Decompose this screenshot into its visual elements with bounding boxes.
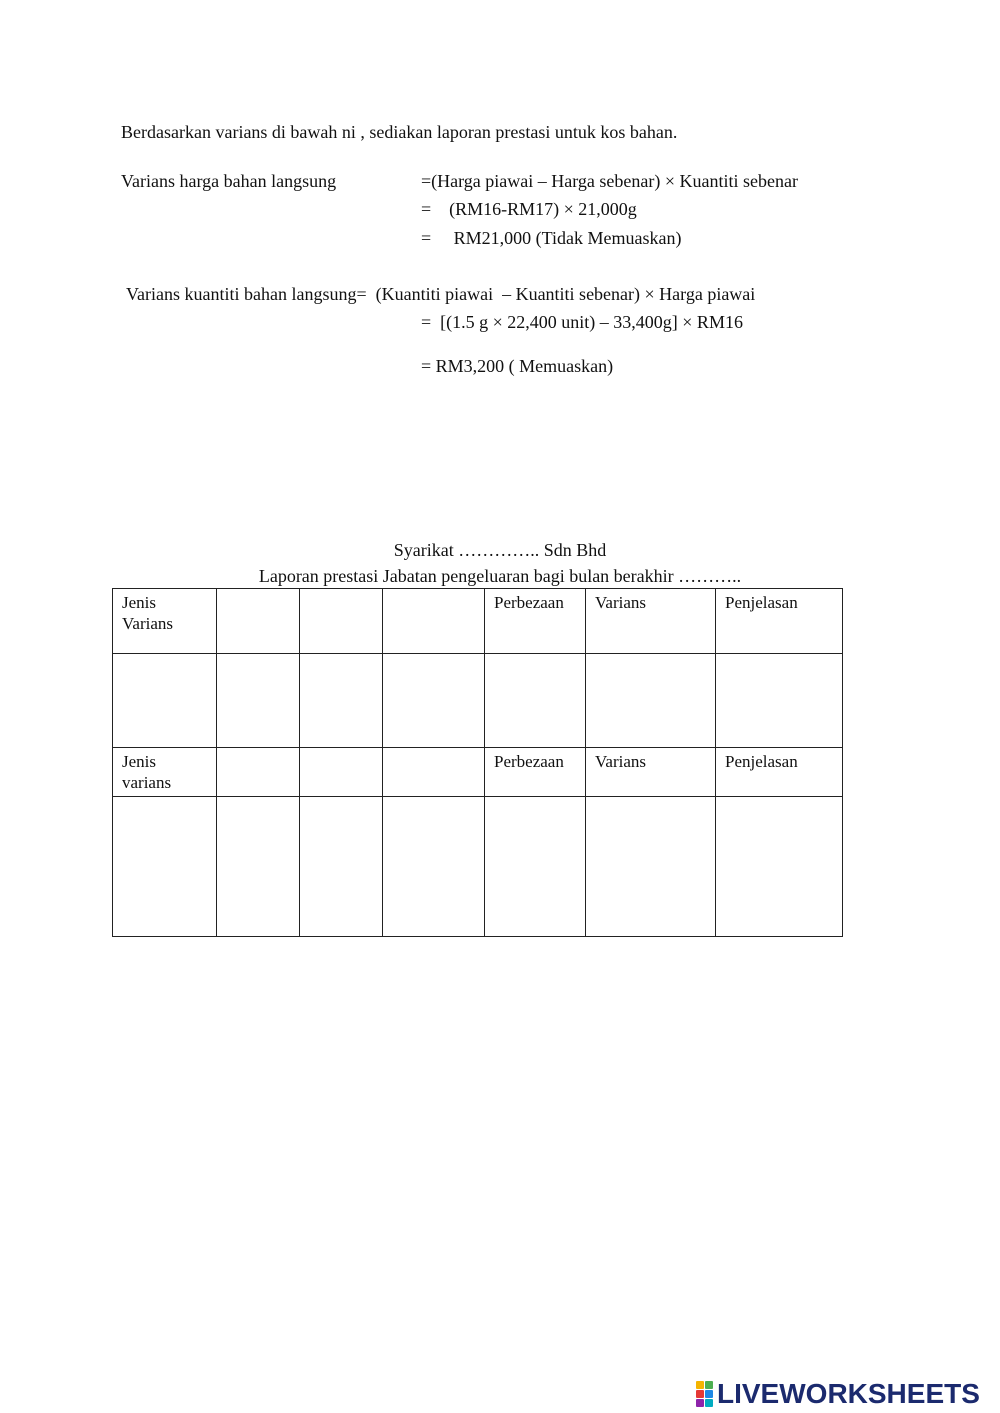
report-company: Syarikat ………….. Sdn Bhd [393,540,607,560]
instruction-text: Berdasarkan varians di bawah ni , sediakan laporan prestasi untuk kos bahan. [121,122,678,142]
logo-tile [705,1399,713,1407]
varians-header: Varians [586,589,716,654]
blank-input-cell[interactable] [383,589,485,654]
jenis-varians-header: Jenis Varians [113,589,217,654]
blank-input-cell[interactable] [217,797,300,937]
penjelasan-header: Penjelasan [716,748,843,797]
price-variance-result: = RM21,000 (Tidak Memuaskan) [421,228,682,248]
performance-report-table [112,588,843,937]
blank-input-cell[interactable] [300,589,383,654]
blank-input-cell[interactable] [300,797,383,937]
quantity-variance-calculation: = [(1.5 g × 22,400 unit) – 33,400g] × RM16 [421,312,743,332]
blank-input-cell[interactable] [586,654,716,748]
table-row [113,654,843,748]
penjelasan-header: Penjelasan [716,589,843,654]
blank-input-cell[interactable] [383,797,485,937]
blank-input-cell[interactable] [113,797,217,937]
blank-input-cell[interactable] [217,589,300,654]
liveworksheets-logo[interactable] [696,1377,980,1411]
price-variance-label: Varians harga bahan langsung [121,171,337,191]
table-header-row [113,748,843,797]
table-row [113,797,843,937]
perbezaan-header: Perbezaan [485,589,586,654]
blank-input-cell[interactable] [383,748,485,797]
perbezaan-header: Perbezaan [485,748,586,797]
logo-tile [696,1381,704,1389]
blank-input-cell[interactable] [217,748,300,797]
blank-input-cell[interactable] [586,797,716,937]
blank-input-cell[interactable] [113,654,217,748]
blank-input-cell[interactable] [716,797,843,937]
blank-input-cell[interactable] [217,654,300,748]
table-header-row [113,589,843,654]
report-subtitle: Laporan prestasi Jabatan pengeluaran bagi bulan berakhir ……….. [258,566,742,586]
blank-input-cell[interactable] [485,654,586,748]
blank-input-cell[interactable] [716,654,843,748]
liveworksheets-logo-icon [696,1381,713,1407]
price-variance-formula: =(Harga piawai – Harga sebenar) × Kuantiti sebenar [421,171,798,191]
logo-tile [696,1390,704,1398]
jenis-varians-header: Jenis varians [113,748,217,797]
blank-input-cell[interactable] [383,654,485,748]
liveworksheets-wordmark: LIVEWORKSHEETS [717,1378,980,1409]
varians-header: Varians [586,748,716,797]
logo-tile [696,1399,704,1407]
price-variance-calculation: = (RM16-RM17) × 21,000g [421,199,637,219]
logo-tile [705,1381,713,1389]
blank-input-cell[interactable] [300,654,383,748]
blank-input-cell[interactable] [300,748,383,797]
blank-input-cell[interactable] [485,797,586,937]
quantity-variance-formula: Varians kuantiti bahan langsung= (Kuantiti piawai – Kuantiti sebenar) × Harga piawai [126,284,756,304]
quantity-variance-result: = RM3,200 ( Memuaskan) [421,356,614,376]
logo-tile [705,1390,713,1398]
